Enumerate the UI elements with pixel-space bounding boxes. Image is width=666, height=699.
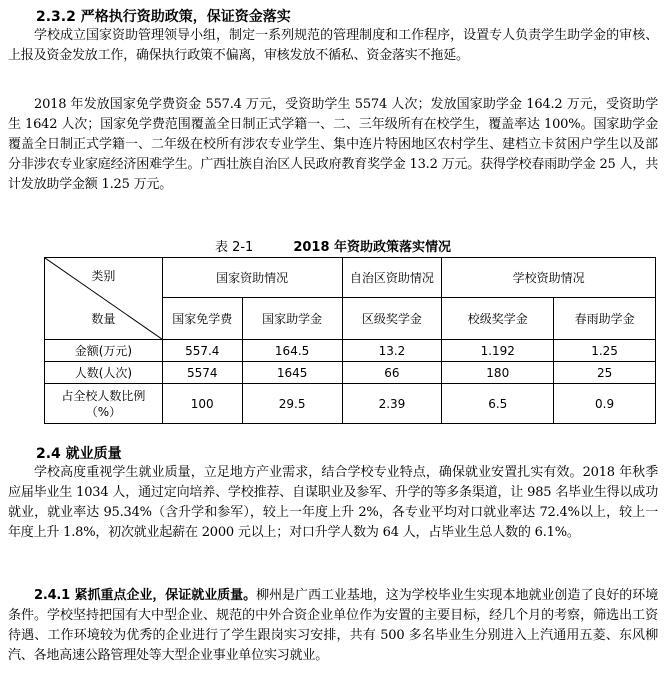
col-chunyu-grant: 春雨助学金 <box>554 298 656 340</box>
table-cell: 5574 <box>162 362 242 384</box>
header-school-funding: 学校资助情况 <box>442 258 656 298</box>
col-national-grant: 国家助学金 <box>242 298 342 340</box>
table-cell: 2.39 <box>342 384 442 424</box>
section-heading-2-4: 2.4 就业质量 <box>36 446 122 462</box>
table-caption-title: 2018 年资助政策落实情况 <box>293 240 452 255</box>
table-cell: 13.2 <box>342 340 442 362</box>
row-label: 金额(万元) <box>45 340 163 362</box>
paragraph-funding-statistics: 2018 年发放国家免学费资金 557.4 万元，受资助学生 5574 人次；发放国家助学金 164.2 万元，受资助学生 1642 人次；国家免学费范围覆盖全日制正式学籍一、二、三年级所有在校学生，覆盖率达 100%。国家助学金覆盖全日制正式学籍一、二年级在校所有涉农专业学生、集中连片特困地区农村学生、建档立卡贫困户学生以及部分非涉农专业家庭经济困难学生。广西壮族自治区人民政府教育奖学金 13.2 万元。获得学校春雨助学金 25 人，共计发放助学金额 1.25 万元。 <box>8 97 658 192</box>
table-cell: 1645 <box>242 362 342 384</box>
table-row-ratio <box>45 384 656 424</box>
table-cell: 0.9 <box>554 384 656 424</box>
table-row-amount <box>45 340 656 362</box>
row-label: 人数(人次) <box>45 362 163 384</box>
table-cell: 180 <box>442 362 554 384</box>
funding-table <box>44 257 656 424</box>
col-school-scholarship: 校级奖学金 <box>442 298 554 340</box>
table-cell: 29.5 <box>242 384 342 424</box>
table-cell: 1.192 <box>442 340 554 362</box>
table-cell: 557.4 <box>162 340 242 362</box>
paragraph-key-enterprises <box>8 586 658 666</box>
col-region-scholarship: 区级奖学金 <box>342 298 442 340</box>
corner-label-quantity: 数量 <box>91 312 116 326</box>
paragraph-funding-management: 学校成立国家资助管理领导小组，制定一系列规范的管理制度和工作程序，设置专人负责学生助学金的审核、上报及资金发放工作，确保执行政策不偏离，审核发放不循私、资金落实不拖延。 <box>8 28 658 63</box>
table-cell: 25 <box>554 362 656 384</box>
section-heading-2-3-2: 2.3.2 严格执行资助政策，保证资金落实 <box>36 9 291 25</box>
table-cell: 66 <box>342 362 442 384</box>
table-corner-cell <box>45 258 163 340</box>
paragraph-key-enterprises-text: 柳州是广西工业基地，这为学校毕业生实现本地就业创造了良好的环境条件。学校坚持把国有大中型企业、规范的中外合资企业单位作为安置的主要目标，经几个月的考察，筛选出工资待遇、工作环境较为优秀的企业进行了学生跟岗实习安排，共有 500 多名毕业生分别进入上汽通用五菱、东风柳汽、各地高速公路管理处等大型企业事业单位实习就业。 <box>8 588 658 663</box>
header-national-funding: 国家资助情况 <box>162 258 342 298</box>
table-cell: 164.5 <box>242 340 342 362</box>
table-cell: 100 <box>162 384 242 424</box>
table-cell: 1.25 <box>554 340 656 362</box>
header-region-funding: 自治区资助情况 <box>342 258 442 298</box>
table-caption-label: 表 2-1 <box>214 240 254 255</box>
paragraph-employment-quality: 学校高度重视学生就业质量，立足地方产业需求，结合学校专业特点，确保就业安置扎实有效。2018 年秋季应届毕业生 1034 人，通过定向培养、学校推荐、自谋职业及参军、升学的等多条渠道，让 985 名毕业生得以成功就业，就业率达 95.34%（含升学和参军），较上一年度上升 2%，各专业平均对口就业率达 72.4%以上，较上一年度上升 1.8%，初次就业起薪在 2000 元以上；对口升学人数为 64 人，占毕业生总人数的 6.1%。 <box>8 465 658 540</box>
corner-label-category: 类别 <box>91 269 116 283</box>
table-row-count <box>45 362 656 384</box>
section-heading-2-4-1: 2.4.1 紧抓重点企业，保证就业质量。 <box>34 588 257 603</box>
table-cell: 6.5 <box>442 384 554 424</box>
table-caption <box>0 236 666 255</box>
col-free-tuition: 国家免学费 <box>162 298 242 340</box>
row-label: 占全校人数比例（%） <box>45 384 163 424</box>
